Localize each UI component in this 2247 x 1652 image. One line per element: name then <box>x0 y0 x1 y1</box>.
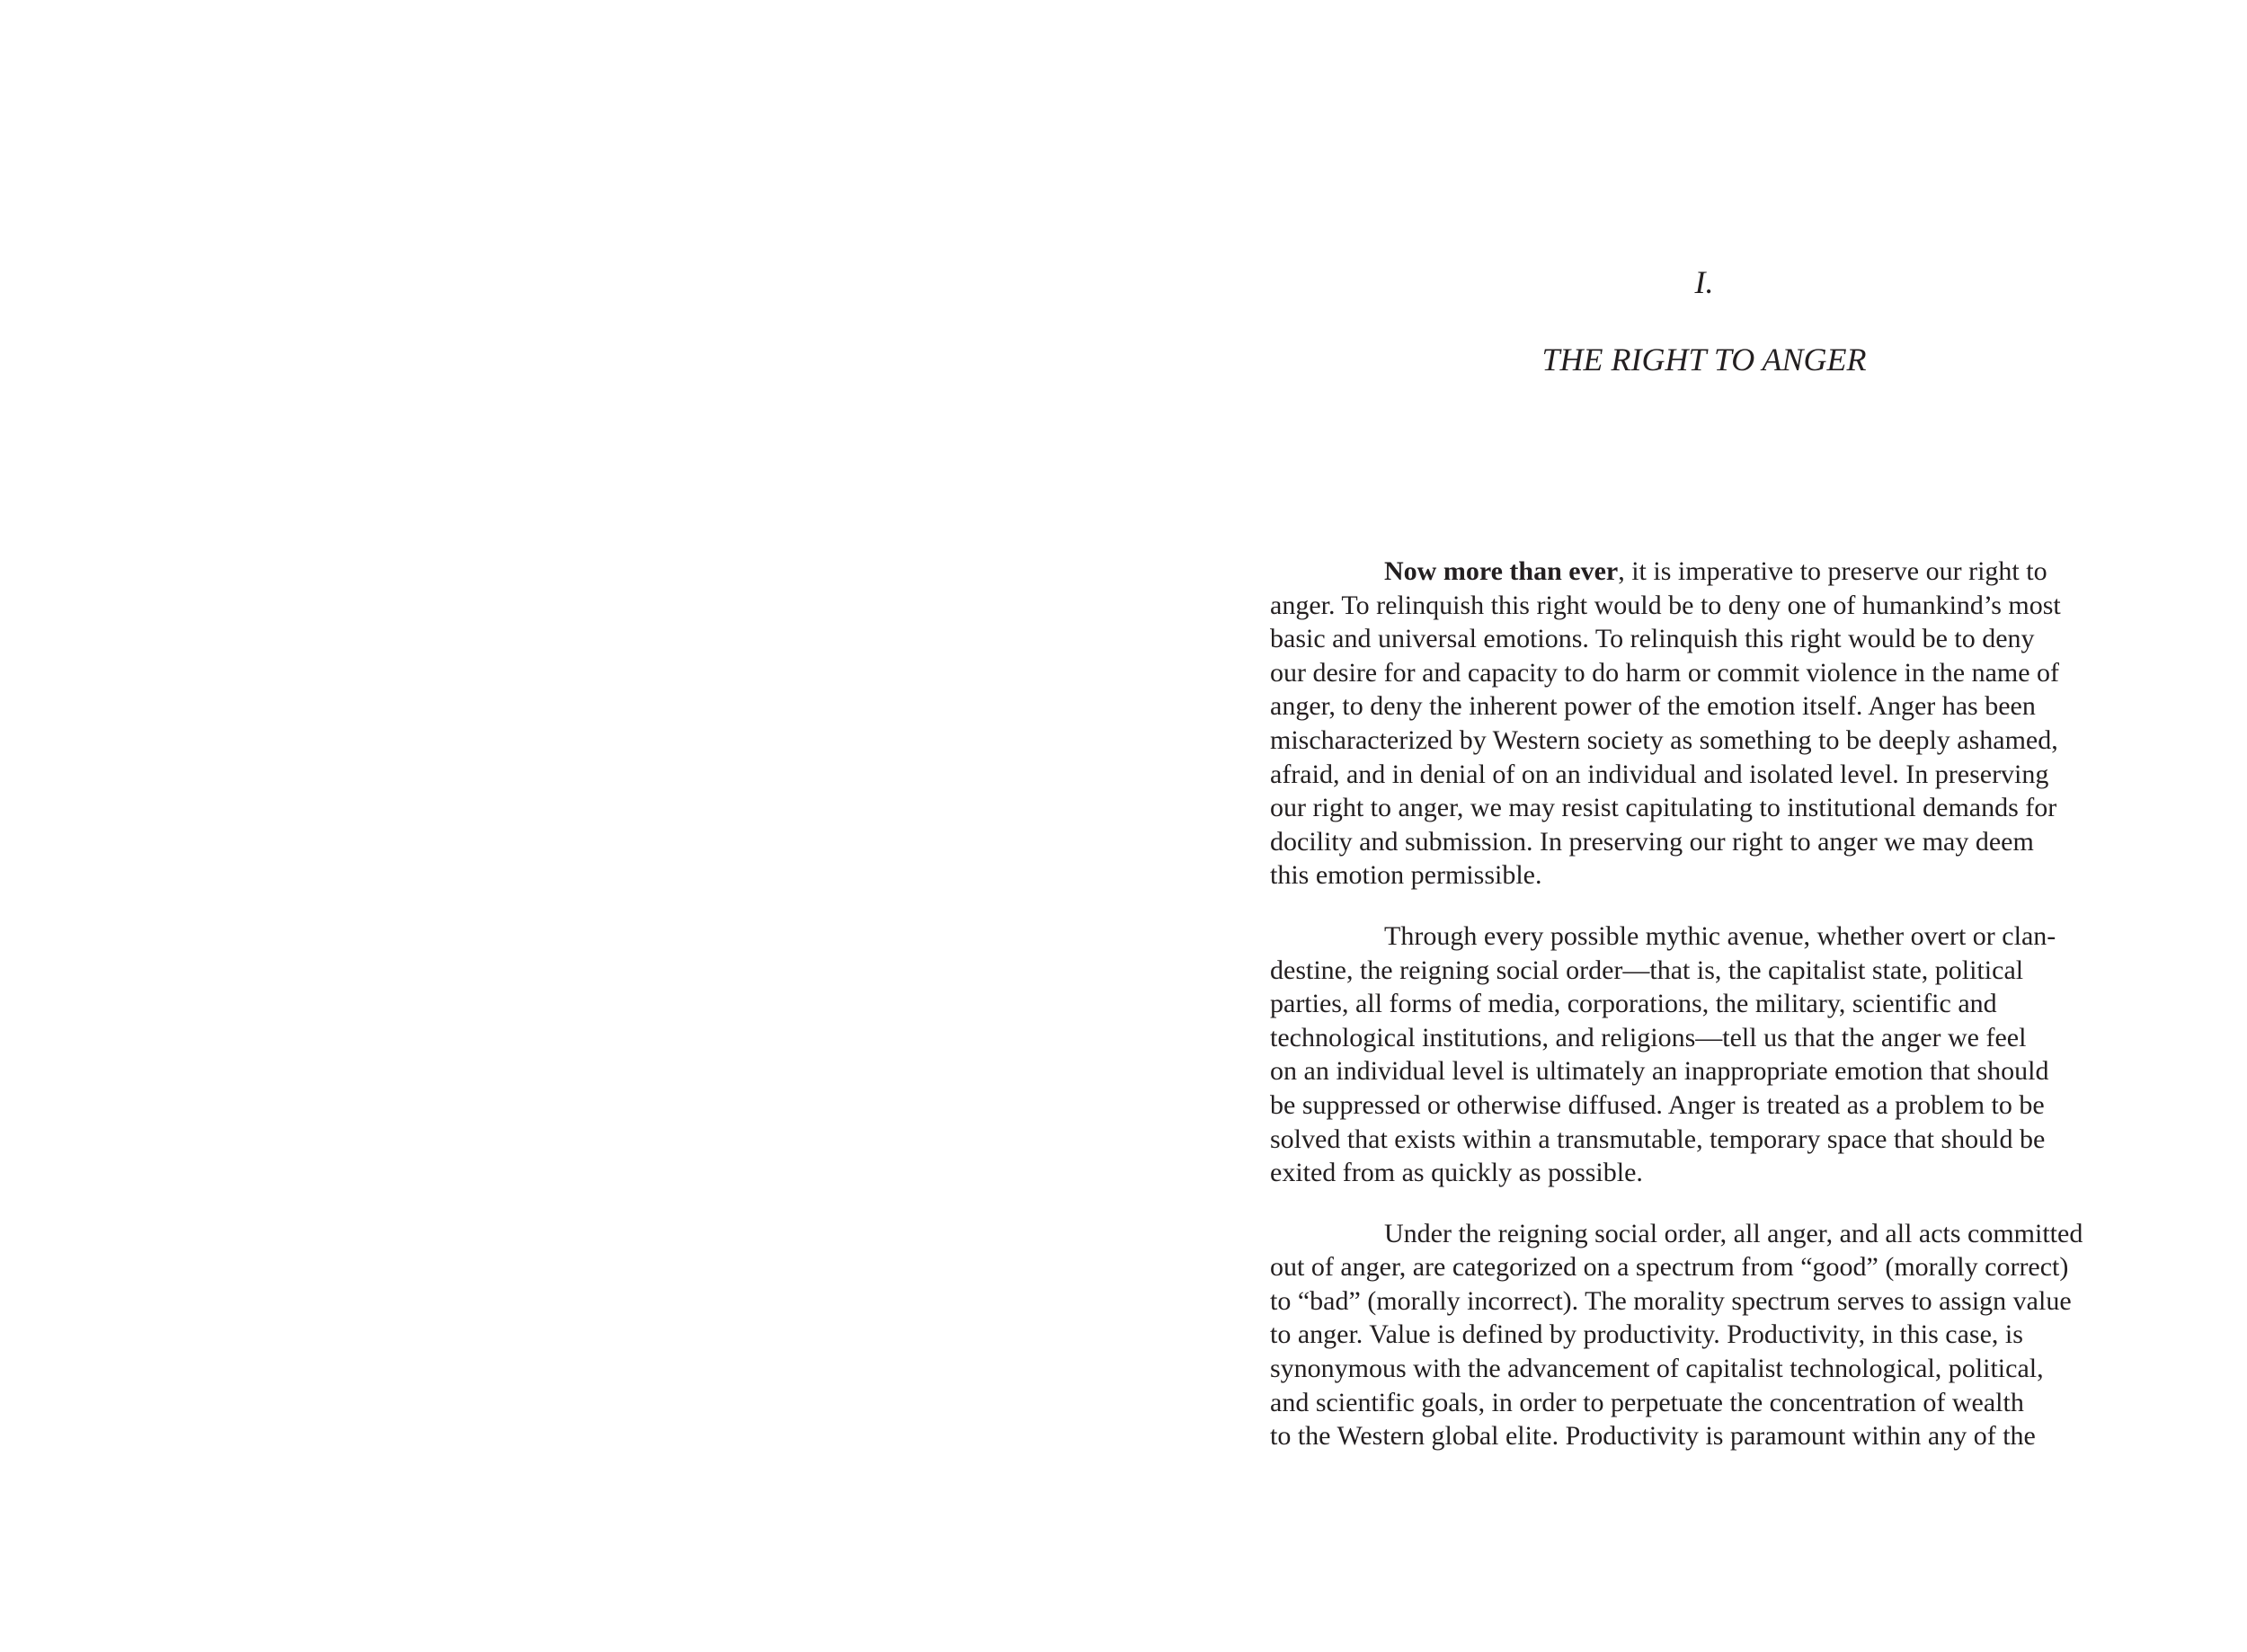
text-line: our desire for and capacity to do harm or commit violence in the name of <box>1270 657 2060 688</box>
text-line: destine, the reigning social order—that is, the capitalist state, political <box>1270 955 2024 985</box>
paragraph-3 <box>1270 1217 2169 1453</box>
text-line: basic and universal emotions. To relinquish this right would be to deny <box>1270 624 2035 654</box>
paragraph-1 <box>1270 555 2169 893</box>
text-line: exited from as quickly as possible. <box>1270 1158 1643 1188</box>
text-line: solved that exists within a transmutable, temporary space that should be <box>1270 1124 2046 1154</box>
text-line: afraid, and in denial of on an individual and isolated level. In preserving <box>1270 759 2049 789</box>
text-line: anger, to deny the inherent power of the emotion itself. Anger has been <box>1270 691 2036 722</box>
text-line: Through every possible mythic avenue, whether overt or clan- <box>1384 920 2056 951</box>
text-line: and scientific goals, in order to perpetuate the concentration of wealth <box>1270 1387 2024 1417</box>
body-text <box>1270 555 2169 1480</box>
text-line: to the Western global elite. Productivity is paramount within any of the <box>1270 1421 2036 1452</box>
chapter-title: THE RIGHT TO ANGER <box>1541 342 1867 377</box>
text-line: technological institutions, and religions—tell us that the anger we feel <box>1270 1022 2027 1052</box>
text-line: this emotion permissible. <box>1270 860 1542 891</box>
text-line: Under the reigning social order, all anger, and all acts committed <box>1384 1218 2083 1248</box>
text-line: synonymous with the advancement of capitalist technological, political, <box>1270 1354 2044 1384</box>
lead-in: Now more than ever <box>1384 556 1619 586</box>
text-line: to “bad” (morally incorrect). The morality spectrum serves to assign value <box>1270 1285 2072 1316</box>
chapter-number: I. <box>1694 264 1714 300</box>
text-line: docility and submission. In preserving our right to anger we may deem <box>1270 826 2034 857</box>
text-line: parties, all forms of media, corporations, the military, scientific and <box>1270 989 1997 1019</box>
text-line: Now more than ever, it is imperative to preserve our right to <box>1384 556 2047 586</box>
text-line: mischaracterized by Western society as something to be deeply ashamed, <box>1270 724 2058 755</box>
text-line: on an individual level is ultimately an inappropriate emotion that should <box>1270 1056 2049 1087</box>
paragraph-2 <box>1270 919 2169 1190</box>
text-line: out of anger, are categorized on a spectrum from “good” (morally correct) <box>1270 1252 2069 1283</box>
text-line: to anger. Value is defined by productivity. Productivity, in this case, is <box>1270 1319 2023 1350</box>
text-line: anger. To relinquish this right would be to deny one of humankind’s most <box>1270 590 2061 620</box>
text-line: be suppressed or otherwise diffused. Anger is treated as a problem to be <box>1270 1089 2045 1120</box>
text-line: our right to anger, we may resist capitulating to institutional demands for <box>1270 793 2057 823</box>
